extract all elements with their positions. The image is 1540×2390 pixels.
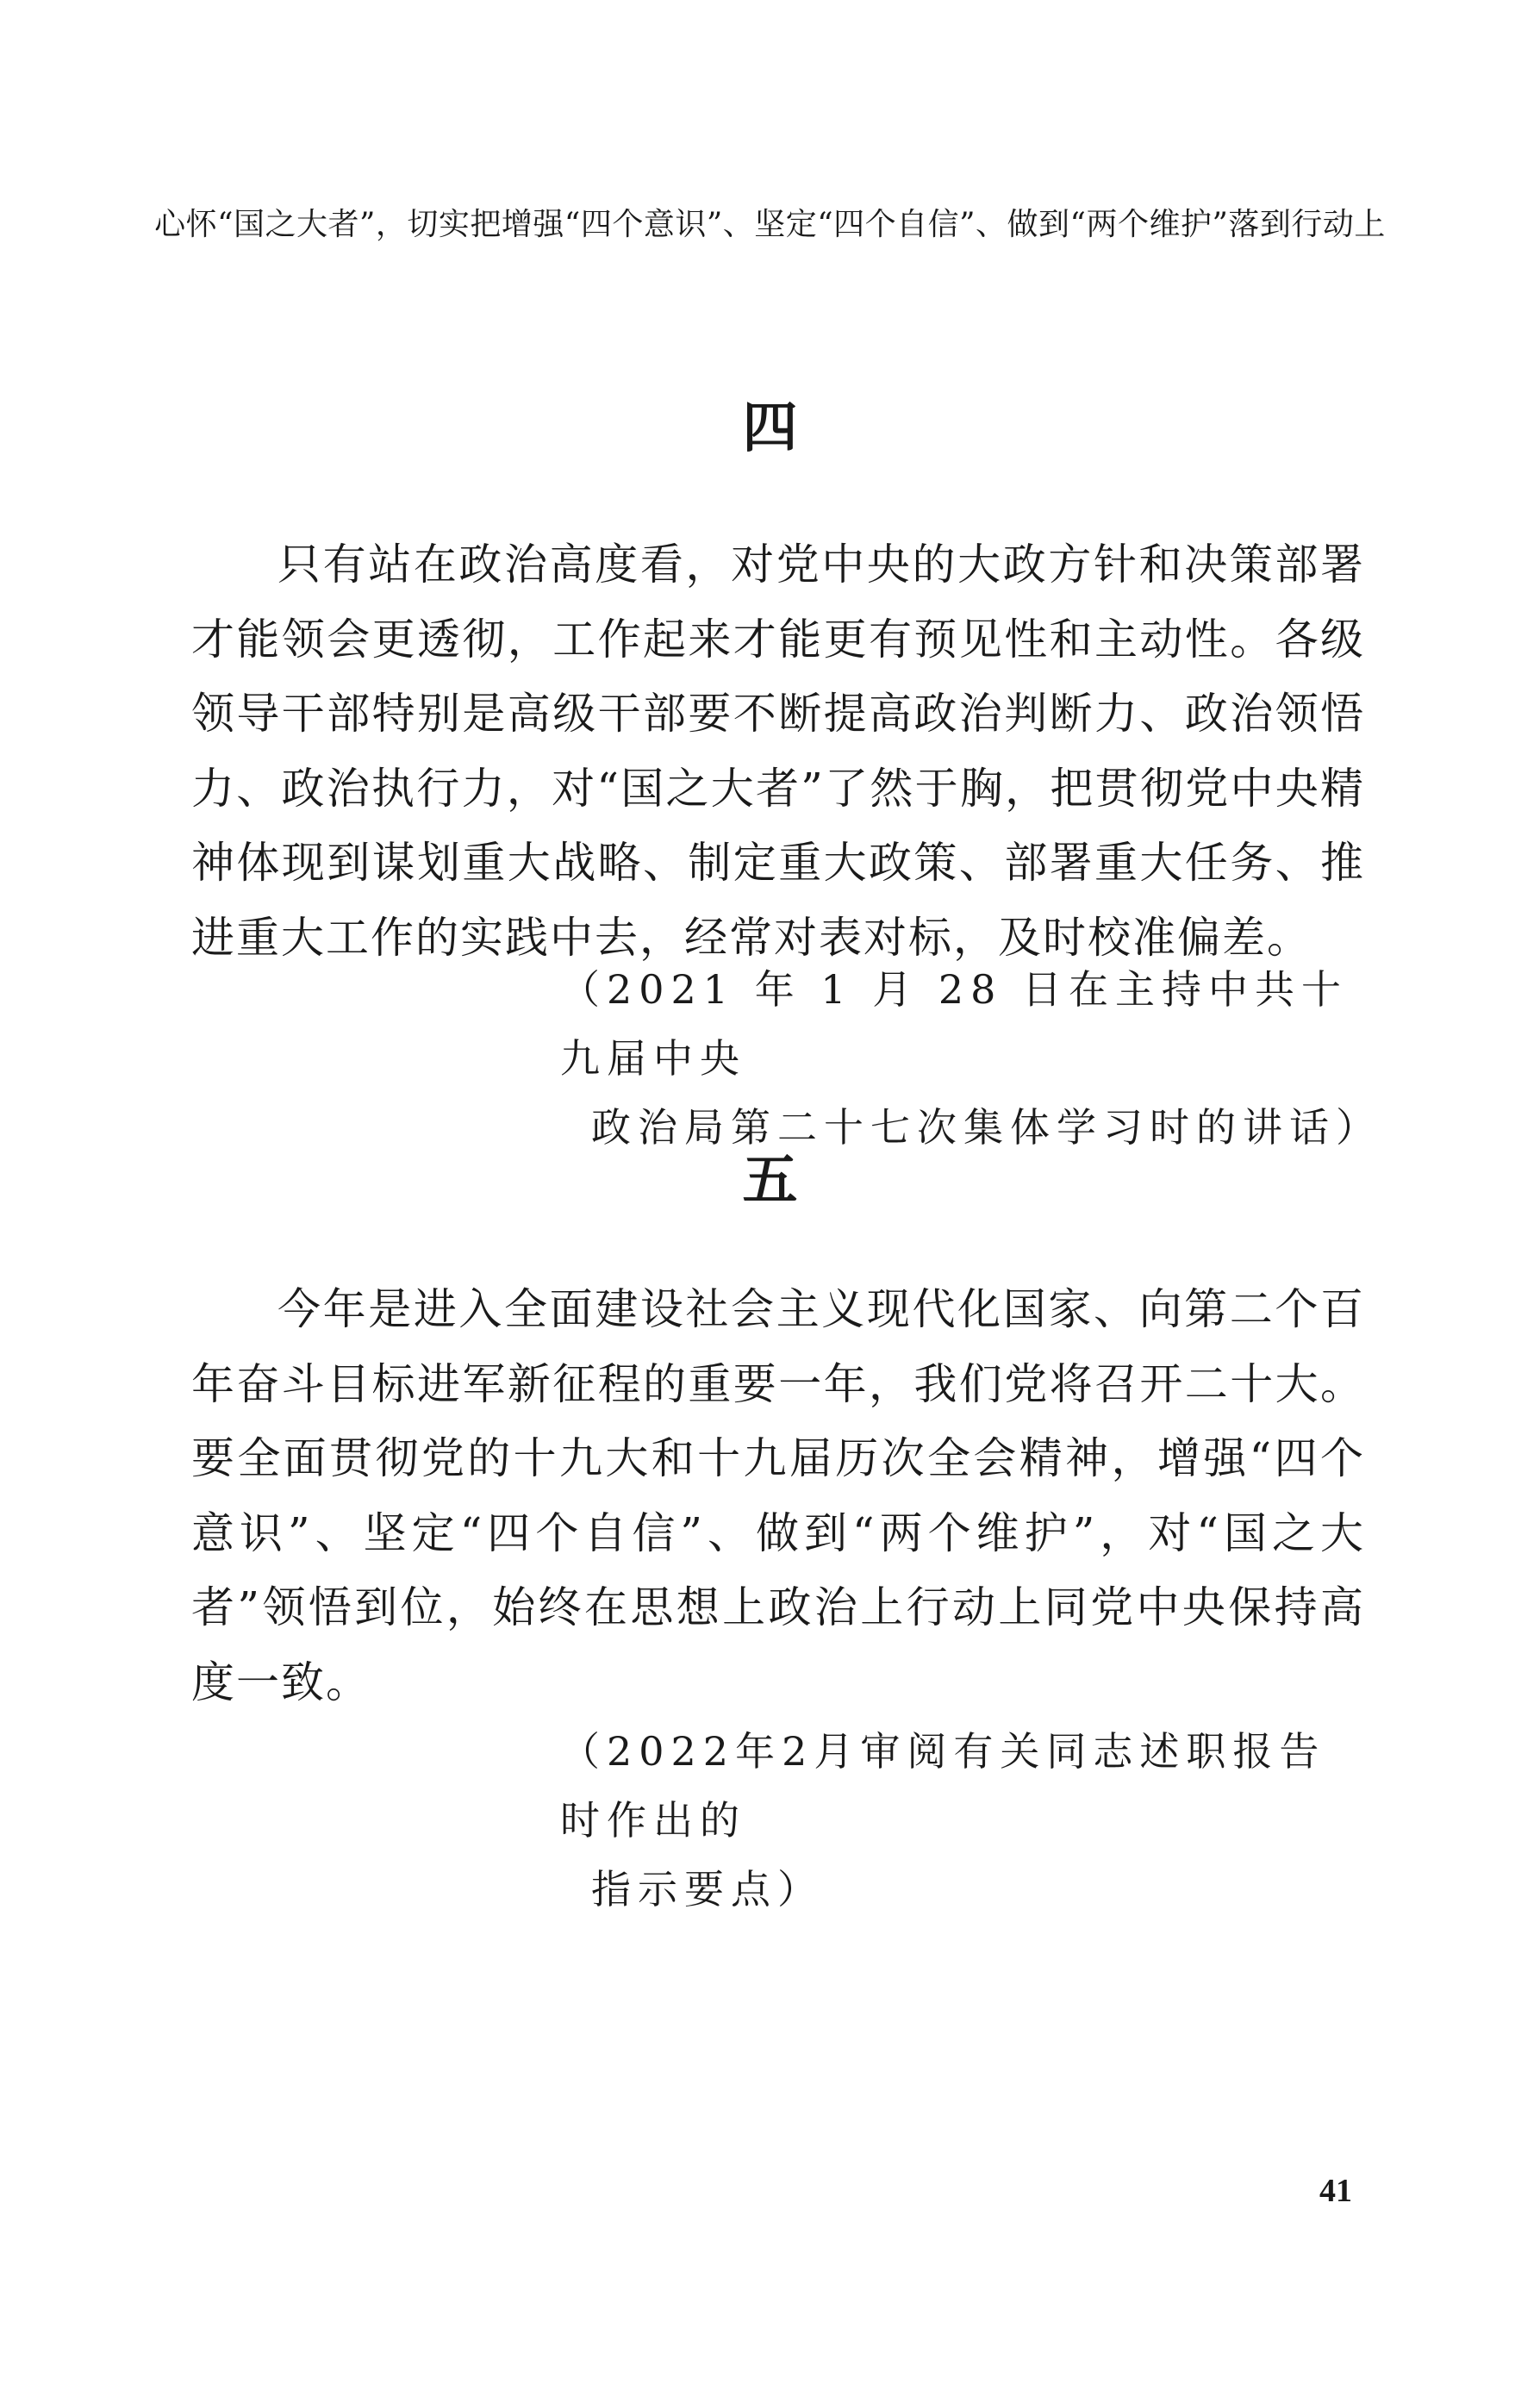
section-heading-four: 四 xyxy=(742,396,798,460)
section-heading-five: 五 xyxy=(742,1148,798,1213)
source-note-line-2: 政治局第二十七次集体学习时的讲话） xyxy=(591,1104,1382,1151)
source-note-line-1: （2021 年 1 月 28 日在主持中共十九届中央 xyxy=(560,966,1348,1082)
section-five-paragraph: 今年是进入全面建设社会主义现代化国家、向第二个百年奋斗目标进军新征程的重要一年，我们党将召开二十大。要全面贯彻党的十九大和十九届历次全会精神，增强“四个意识”、坚定“四个自信”、做到“两个维护”，对“国之大者”领悟到位，始终在思想上政治上行动上同党中央保持高度一致。 xyxy=(191,1284,1365,1707)
page-number: 41 xyxy=(1319,2173,1352,2209)
section-four-source-note xyxy=(560,955,1382,1162)
source-note-line-1: （2022年2月审阅有关同志述职报告时作出的 xyxy=(560,1728,1326,1844)
section-four-paragraph: 只有站在政治高度看，对党中央的大政方针和决策部署才能领会更透彻，工作起来才能更有预见性和主动性。各级领导干部特别是高级干部要不断提高政治判断力、政治领悟力、政治执行力，对“国之大者”了然于胸，把贯彻党中央精神体现到谋划重大战略、制定重大政策、部署重大任务、推进重大工作的实践中去，经常对表对标，及时校准偏差。 xyxy=(191,540,1365,963)
source-note-line-2: 指示要点） xyxy=(591,1866,824,1913)
section-five-source-note xyxy=(560,1717,1370,1924)
running-header: 心怀“国之大者”，切实把增强“四个意识”、坚定“四个自信”、做到“两个维护”落到行动上 xyxy=(154,207,1386,242)
